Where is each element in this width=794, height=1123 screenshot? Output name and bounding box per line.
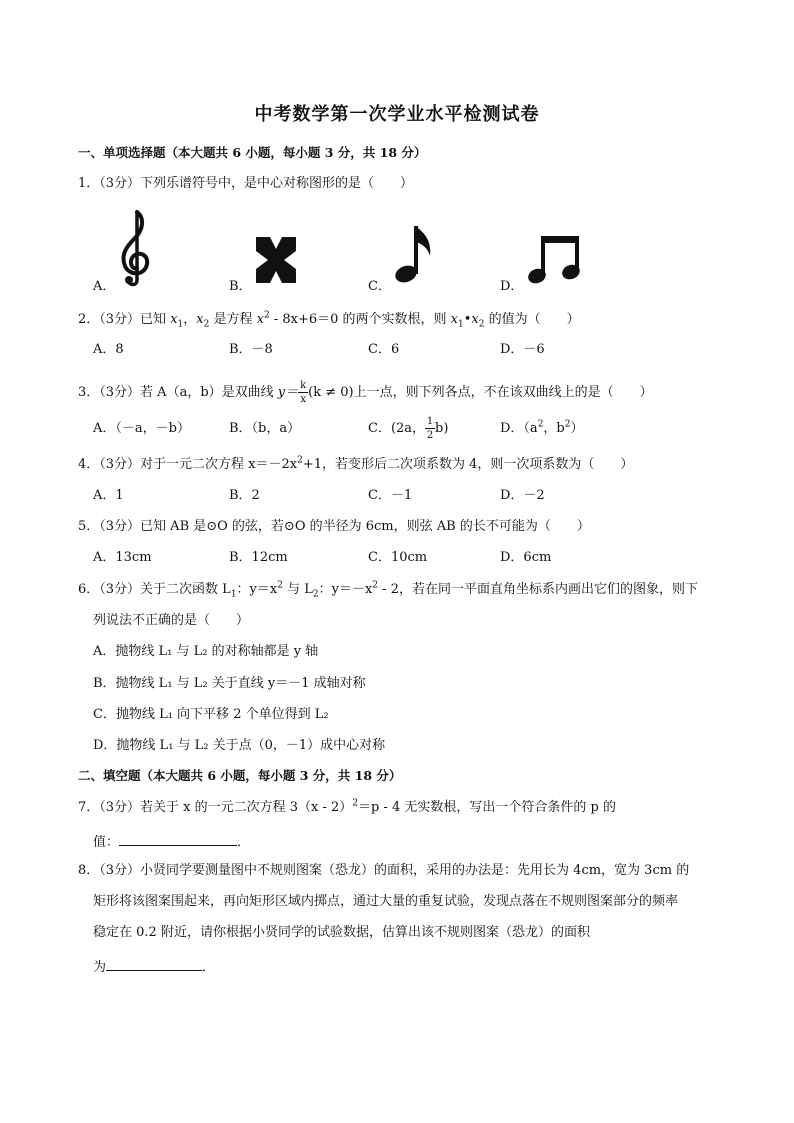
question-8-line3: 稳定在 0.2 附近，请你根据小贤同学的试验数据，估算出该不规则图案（恐龙）的面积 — [93, 925, 590, 940]
q2-option-b: B．－8 — [229, 342, 273, 357]
q6-option-c: C．抛物线 L₁ 向下平移 2 个单位得到 L₂ — [93, 707, 329, 722]
q5-option-c: C．10cm — [368, 550, 428, 565]
q4-option-b: B．2 — [229, 488, 260, 503]
q4-option-a: A．1 — [93, 488, 124, 503]
q6-option-d: D．抛物线 L₁ 与 L₂ 关于点（0，－1）成中心对称 — [93, 738, 386, 753]
q5-option-b: B．12cm — [229, 550, 288, 565]
question-7-stem: 7．（3分）若关于 x 的一元二次方程 3（x - 2）$^2$＝p - 4 无实数根，写出一个符合条件的 p 的 — [78, 798, 617, 815]
section-heading-fill-in: 二、填空题（本大题共 6 小题，每小题 3 分，共 18 分） — [78, 768, 402, 783]
q3-option-a: A．（－a，－b） — [93, 421, 190, 436]
q1-option-c: C． — [368, 279, 391, 294]
q1-option-b: B． — [229, 279, 252, 294]
q2-option-c: C．6 — [368, 342, 400, 357]
question-6-stem: 6．（3分）关于二次函数 $L_1$：$y=x^2$ 与 $L_2$：$y=-x^2 - 2$，若在同一平面直角坐标系内画出它们的图象，则下 — [78, 580, 698, 600]
q3-option-c: C．(2a， $\frac{1}{2}$ b) — [368, 416, 449, 441]
q4-option-c: C．－1 — [368, 488, 413, 503]
q5-option-d: D．6cm — [500, 550, 552, 565]
section-heading-choice: 一、单项选择题（本大题共 6 小题，每小题 3 分，共 18 分） — [78, 145, 427, 160]
eighth-note-icon — [392, 222, 436, 286]
one-half-fraction: $\frac{1}{2}$ — [426, 416, 434, 441]
question-1-stem: 1．（3分）下列乐谱符号中，是中心对称图形的是（ ） — [78, 176, 414, 191]
question-3-stem: 3．（3分）若 A（a，b）是双曲线 y＝ $\frac{k}{x}$ (k ≠ 0)上一点，则下列各点，不在该双曲线上的是（ ） — [78, 380, 653, 405]
question-4-stem: 4．（3分）对于一元二次方程 $x=-2x^2+1$，若变形后二次项系数为 4，则一次项系数为（ ） — [78, 455, 634, 472]
answer-blank-q8[interactable] — [106, 958, 202, 971]
question-2-stem: 2．（3分）已知 $x_1$，$x_2$ 是方程 $x^2 - 8x+6=0$ 的两个实数根，则 $x_1•x_2$ 的值为（ ） — [78, 310, 580, 330]
q1-option-d: D． — [500, 279, 524, 294]
question-7-stem-line2: 值： ． — [93, 835, 251, 850]
q6-option-a: A．抛物线 L₁ 与 L₂ 的对称轴都是 y 轴 — [93, 644, 319, 659]
double-sharp-icon — [254, 235, 298, 285]
q4-option-d: D．－2 — [500, 488, 545, 503]
question-8-line1: 8．（3分）小贤同学要测量图中不规则图案（恐龙）的面积，采用的办法是：先用长为 4cm，宽为 3cm 的 — [78, 863, 690, 878]
q2-option-a: A．8 — [93, 342, 124, 357]
q3-option-b: B．（b，a） — [229, 421, 301, 436]
question-8-line4: 为 ． — [93, 960, 216, 975]
question-6-stem-line2: 列说法不正确的是（ ） — [93, 613, 250, 628]
page-title: 中考数学第一次学业水平检测试卷 — [254, 104, 540, 125]
answer-blank-q7[interactable] — [119, 833, 237, 846]
q5-option-a: A．13cm — [93, 550, 152, 565]
question-5-stem: 5．（3分）已知 AB 是⊙O 的弦，若⊙O 的半径为 6cm，则弦 AB 的长不可能为（ ） — [78, 519, 590, 534]
q3-option-d: D．（$a^2$，$b^2$） — [500, 419, 584, 436]
beamed-notes-icon — [527, 232, 581, 286]
q1-option-a: A． — [93, 279, 116, 294]
treble-clef-icon — [115, 208, 155, 288]
question-8-line2: 矩形将该图案围起来，再向矩形区域内掷点，通过大量的重复试验，发现点落在不规则图案部分的频率 — [93, 894, 679, 909]
k-over-x-fraction: $\frac{k}{x}$ — [300, 380, 307, 405]
q2-option-d: D．－6 — [500, 342, 545, 357]
q6-option-b: B．抛物线 L₁ 与 L₂ 关于直线 y＝－1 成轴对称 — [93, 676, 366, 691]
